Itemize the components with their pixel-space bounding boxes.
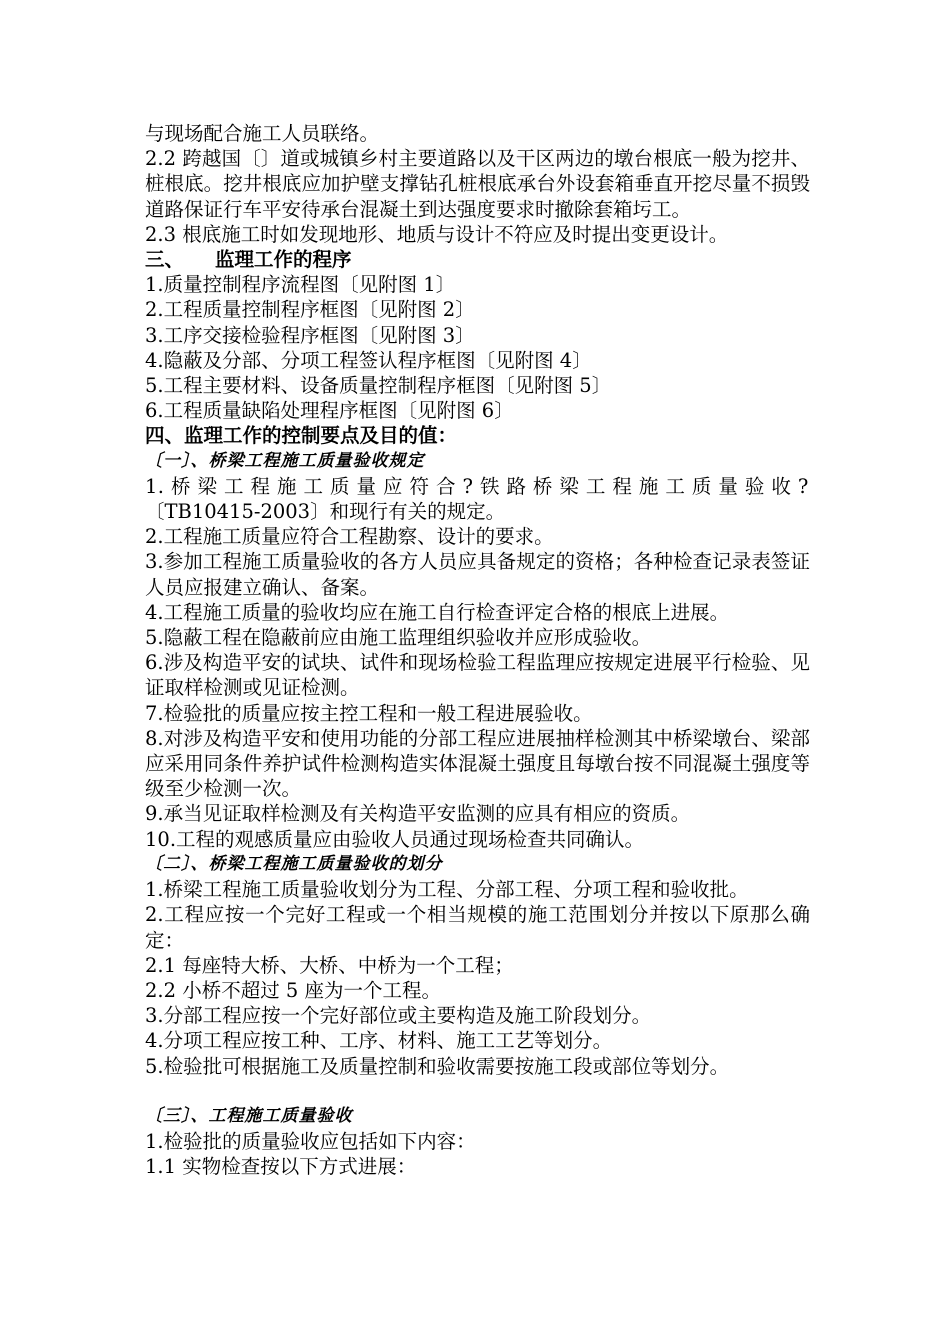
list-item: 8.对涉及构造平安和使用功能的分部工程应进展抽样检测其中桥梁墩台、梁部应采用同条件养护试件检测构造实体混凝土强度且每墩台按不同混凝土强度等级至少检测一次。	[145, 726, 810, 801]
list-item: 1.检验批的质量验收应包括如下内容：	[145, 1129, 476, 1153]
paragraph-2-2: 2.2 跨越国〔〕道或城镇乡村主要道路以及干区两边的墩台根底一般为挖井、桩根底。挖井根底应加护壁支撑钻孔桩根底承台外设套箱垂直开挖尽量不损毁道路保证行车平安待承台混凝土到达强度要求时撤除套箱圬工。	[145, 147, 810, 221]
list-item: 7.检验批的质量应按主控工程和一般工程进展验收。	[145, 701, 593, 725]
text-line: 2.3 根底施工时如发现地形、地质与设计不符应及时提出变更设计。	[145, 222, 729, 246]
list-item: 2.工程应按一个完好工程或一个相当规模的施工范围划分并按以下原那么确定：	[145, 903, 810, 952]
list-item: 2.工程质量控制程序框图〔见附图 2〕	[145, 298, 475, 322]
document-page	[145, 121, 810, 1179]
list-item: 9.承当见证取样检测及有关构造平安监测的应具有相应的资质。	[145, 802, 691, 826]
list-item: 5.工程主要材料、设备质量控制程序框图〔见附图 5〕	[145, 374, 612, 398]
subsection-heading-3: 〔三〕、工程施工质量验收	[145, 1105, 353, 1126]
list-item: 10.工程的观感质量应由验收人员通过现场检查共同确认。	[145, 827, 645, 851]
list-item: 1.桥梁工程施工质量验收划分为工程、分部工程、分项工程和验收批。	[145, 878, 749, 902]
subsection-heading-2: 〔二〕、桥梁工程施工质量验收的划分	[145, 853, 443, 874]
section-heading-3	[145, 247, 810, 272]
section-number: 三、	[145, 248, 185, 272]
list-item-continued: 〔TB10415-2003〕和现行有关的规定。	[145, 500, 506, 524]
list-item: 3.分部工程应按一个完好部位或主要构造及施工阶段划分。	[145, 1004, 652, 1028]
list-item: 4.分项工程应按工种、工序、材料、施工工艺等划分。	[145, 1029, 613, 1053]
section-heading-4: 四、监理工作的控制要点及目的值：	[145, 424, 458, 448]
list-item: 1.质量控制程序流程图〔见附图 1〕	[145, 273, 456, 297]
list-item: 4.工程施工质量的验收均应在施工自行检查评定合格的根底上进展。	[145, 600, 730, 624]
text-line: 与现场配合施工人员联络。	[145, 122, 380, 145]
list-item: 3.工序交接检验程序框图〔见附图 3〕	[145, 323, 475, 347]
list-item: 5.检验批可根据施工及质量控制和验收需要按施工段或部位等划分。	[145, 1054, 730, 1078]
list-item: 2.工程施工质量应符合工程勘察、设计的要求。	[145, 525, 554, 549]
list-item: 6.工程质量缺陷处理程序框图〔见附图 6〕	[145, 399, 514, 423]
subsection-heading-1: 〔一〕、桥梁工程施工质量验收规定	[145, 450, 425, 471]
list-item: 3.参加工程施工质量验收的各方人员应具备规定的资格；各种检查记录表签证人员应报建立确认、备案。	[145, 550, 810, 599]
list-item: 2.1 每座特大桥、大桥、中桥为一个工程；	[145, 953, 514, 977]
list-item: 2.2 小桥不超过 5 座为一个工程。	[145, 978, 442, 1002]
list-item: 4.隐蔽及分部、分项工程签认程序框图〔见附图 4〕	[145, 348, 592, 372]
list-item: 1.1 实物检查按以下方式进展：	[145, 1155, 417, 1179]
list-item: 1. 桥 梁 工 程 施 工 质 量 应 符 合 ? 铁 路 桥 梁 工 程 施 工 质 量 验 收 ?	[145, 474, 809, 498]
list-item: 6.涉及构造平安的试块、试件和现场检验工程监理应按规定进展平行检验、见证取样检测或见证检测。	[145, 651, 810, 700]
blank-line	[145, 1079, 810, 1104]
list-item: 5.隐蔽工程在隐蔽前应由施工监理组织验收并应形成验收。	[145, 626, 652, 650]
section-title: 监理工作的程序	[215, 248, 352, 272]
